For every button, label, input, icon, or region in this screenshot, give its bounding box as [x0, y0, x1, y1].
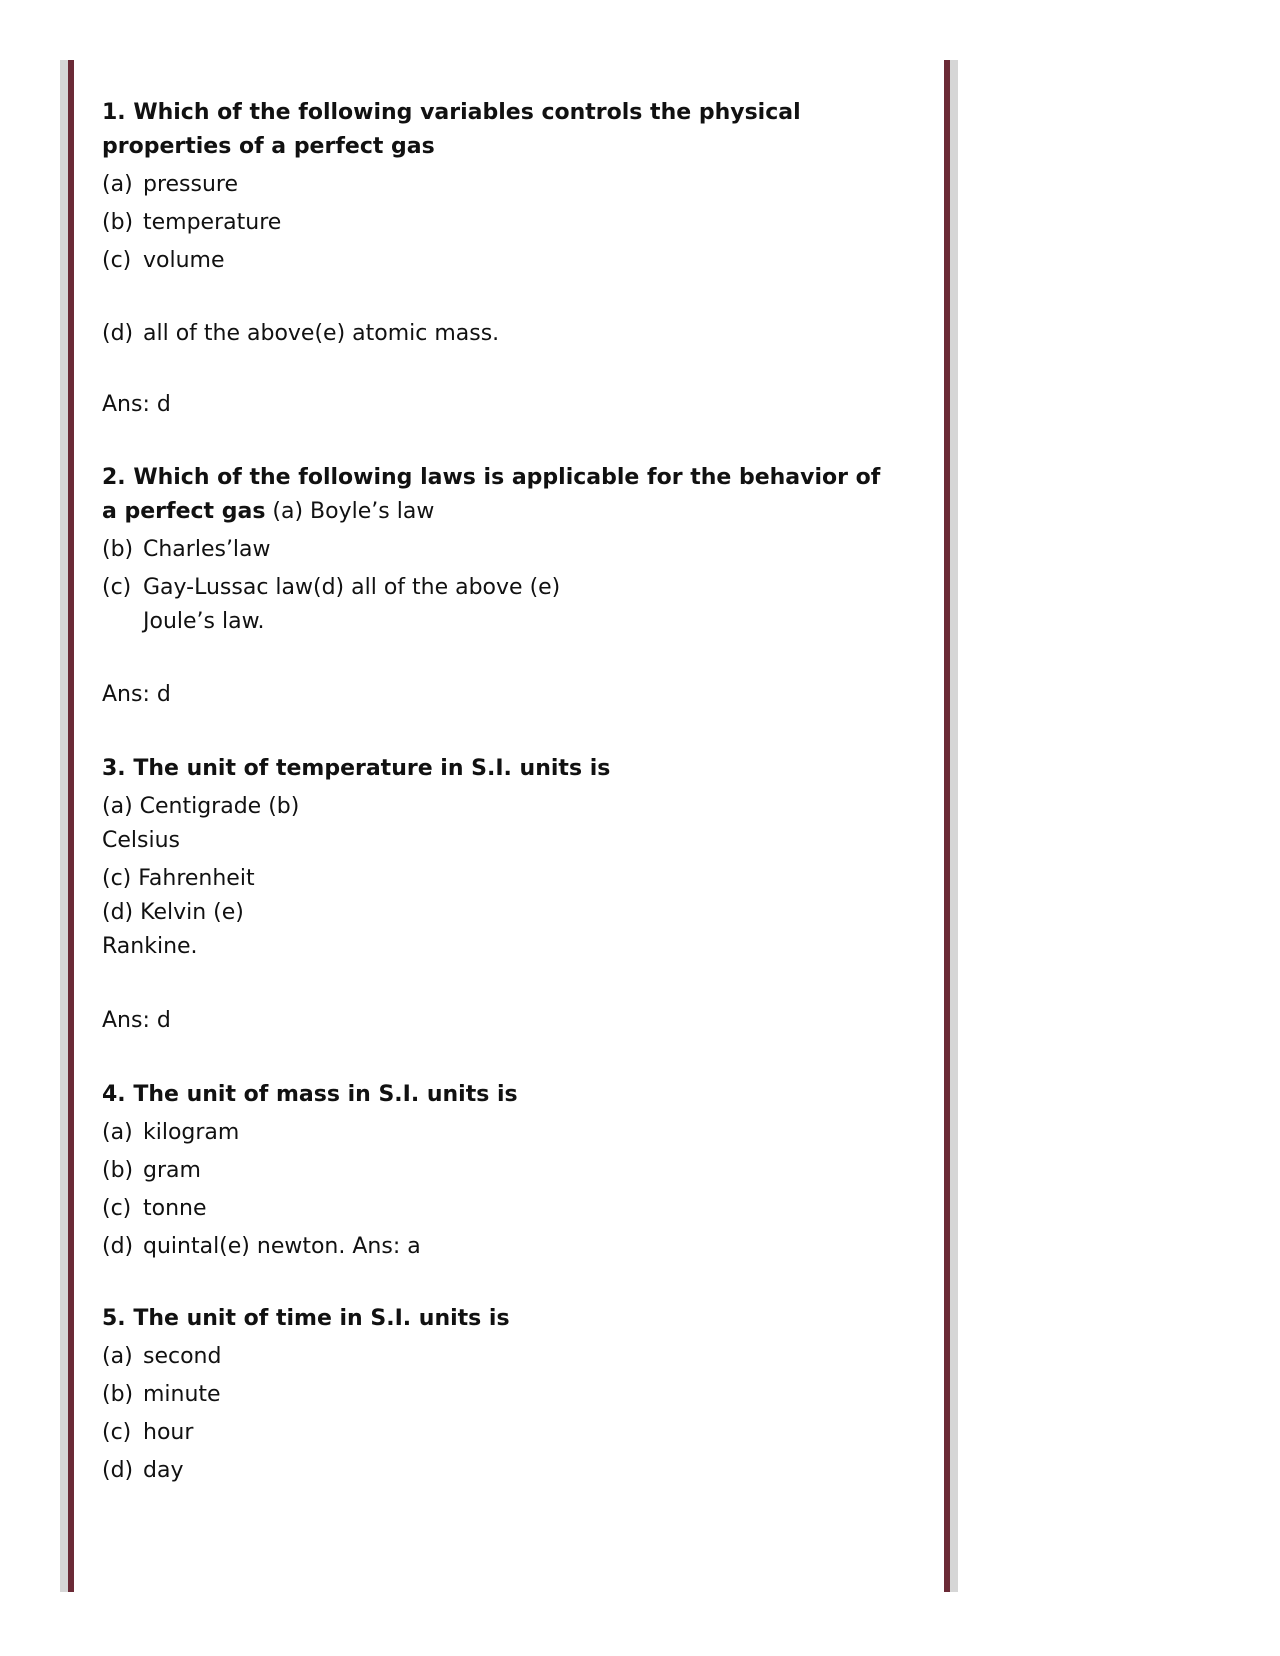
question-4-option-c — [102, 1192, 902, 1226]
option-label: (a) — [102, 172, 133, 197]
option-label: (c) — [102, 1196, 132, 1221]
question-1-option-d — [102, 317, 902, 351]
question-5-option-c — [102, 1416, 902, 1450]
question-4-option-d — [102, 1230, 902, 1264]
option-label: (b) — [102, 1158, 134, 1183]
option-label: (b) — [102, 210, 134, 235]
question-2-option-c — [102, 571, 902, 639]
option-label: (d) — [102, 321, 134, 346]
question-1-option-b — [102, 206, 902, 240]
option-text: day — [143, 1458, 184, 1483]
option-text: Gay-Lussac law(d) all of the above (e) Joule’s law. — [143, 575, 561, 634]
question-1-answer: Ans: d — [102, 392, 171, 417]
option-text: minute — [143, 1382, 221, 1407]
question-5-option-b — [102, 1378, 902, 1412]
left-border — [68, 60, 74, 1592]
question-4 — [102, 1078, 902, 1264]
option-label: (c) — [102, 1420, 132, 1445]
option-text: temperature — [143, 210, 282, 235]
option-text: second — [143, 1344, 222, 1369]
option-label: (b) — [102, 1382, 134, 1407]
question-5-option-a — [102, 1340, 902, 1374]
question-list — [102, 96, 902, 1488]
question-1-option-a — [102, 168, 902, 202]
question-5-text: 5. The unit of time in S.I. units is — [102, 1306, 510, 1331]
option-label: (c) — [102, 248, 132, 273]
option-text: pressure — [143, 172, 239, 197]
question-1 — [102, 96, 902, 422]
question-4-option-a — [102, 1116, 902, 1150]
option-text: Charles’law — [143, 537, 271, 562]
question-2 — [102, 461, 902, 712]
question-4-option-b — [102, 1154, 902, 1188]
question-1-text: 1. Which of the following variables controls the physical properties of a perfect gas — [102, 100, 801, 159]
option-label: (d) — [102, 1234, 134, 1259]
left-border-shadow — [60, 60, 68, 1592]
option-text: tonne — [143, 1196, 207, 1221]
option-text: all of the above(e) atomic mass. — [143, 321, 500, 346]
option-text: kilogram — [143, 1120, 240, 1145]
option-label: (c) — [102, 575, 132, 600]
question-3-line: (d) Kelvin (e) — [102, 900, 244, 925]
question-2-stem: 2. Which of the following laws is applicable for the behavior of a perfect gas — [102, 465, 881, 524]
question-5-option-d — [102, 1454, 902, 1488]
question-3-answer: Ans: d — [102, 1008, 171, 1033]
option-text: quintal(e) newton. Ans: a — [143, 1234, 421, 1259]
right-border-shadow — [950, 60, 958, 1592]
option-text: hour — [143, 1420, 194, 1445]
option-label: (a) — [102, 1120, 133, 1145]
option-label: (a) — [102, 1344, 133, 1369]
question-3-line: Celsius — [102, 828, 180, 853]
option-label: (d) — [102, 1458, 134, 1483]
question-2-text — [102, 461, 902, 529]
option-text: gram — [143, 1158, 201, 1183]
question-3 — [102, 752, 902, 1038]
question-2-option-b — [102, 533, 902, 567]
question-5 — [102, 1302, 902, 1488]
question-2-answer: Ans: d — [102, 682, 171, 707]
question-1-option-c — [102, 244, 902, 278]
question-2-option-a: (a) Boyle’s law — [265, 499, 435, 524]
question-3-line: (a) Centigrade (b) — [102, 794, 300, 819]
option-text: volume — [143, 248, 225, 273]
question-3-line: (c) Fahrenheit — [102, 866, 255, 891]
option-label: (b) — [102, 537, 134, 562]
question-3-line: Rankine. — [102, 934, 198, 959]
question-4-text: 4. The unit of mass in S.I. units is — [102, 1082, 518, 1107]
question-3-text: 3. The unit of temperature in S.I. units is — [102, 756, 611, 781]
